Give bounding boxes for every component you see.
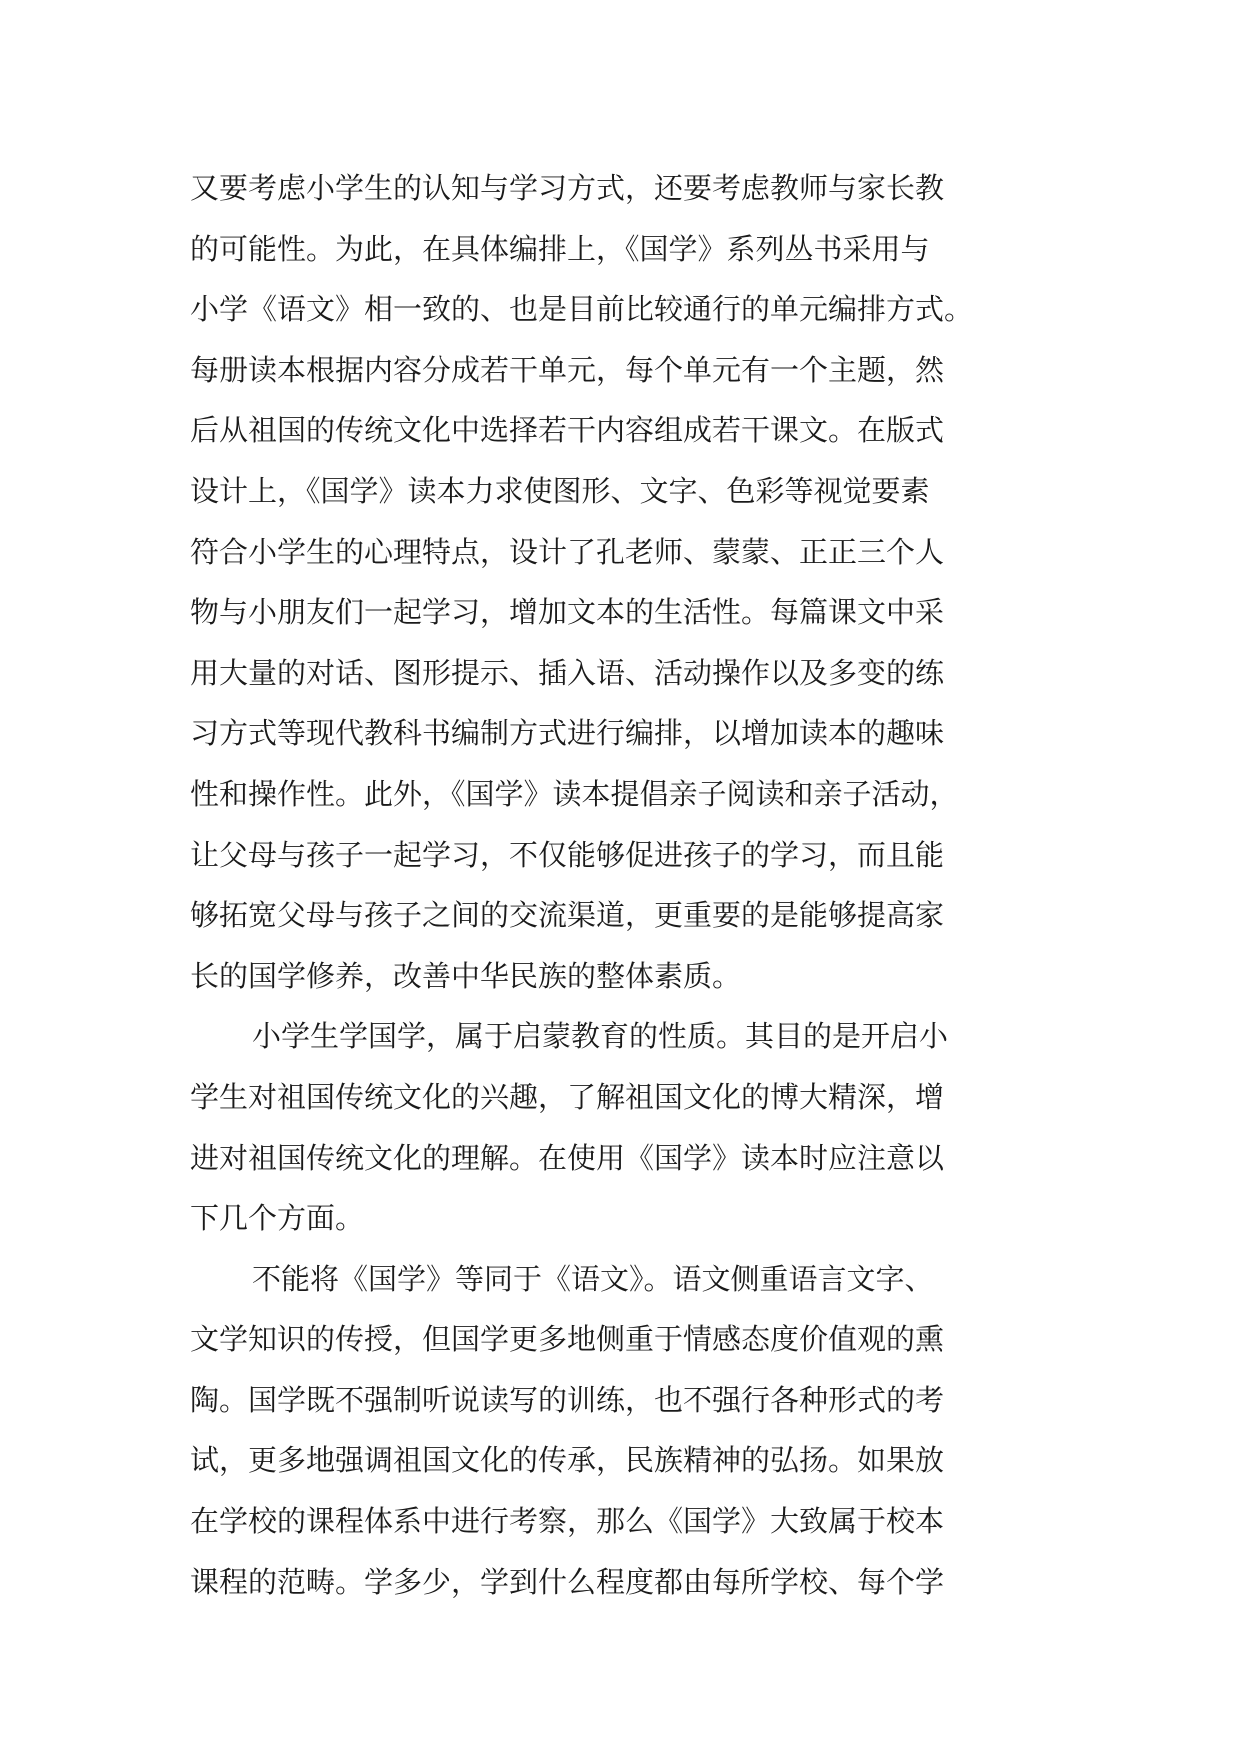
text-line: 陶。国学既不强制听说读写的训练，也不强行各种形式的考 (190, 1382, 945, 1417)
text-line: 文学知识的传授，但国学更多地侧重于情感态度价值观的熏 (190, 1322, 945, 1357)
text-line: 学生对祖国传统文化的兴趣，了解祖国文化的博大精深，增 (190, 1079, 945, 1114)
text-line: 下几个方面。 (190, 1201, 365, 1236)
text-line: 每册读本根据内容分成若干单元，每个单元有一个主题，然 (190, 352, 945, 387)
text-line: 让父母与孩子一起学习，不仅能够促进孩子的学习，而且能 (190, 837, 945, 872)
text-line: 设计上，《国学》读本力求使图形、文字、色彩等视觉要素 (190, 473, 930, 508)
text-line: 符合小学生的心理特点，设计了孔老师、蒙蒙、正正三个人 (190, 534, 945, 569)
paragraph-start-line: 不能将《国学》等同于《语文》。语文侧重语言文字、 (252, 1261, 934, 1296)
text-line: 课程的范畴。学多少，学到什么程度都由每所学校、每个学 (190, 1564, 945, 1599)
text-line: 在学校的课程体系中进行考察，那么《国学》大致属于校本 (190, 1504, 945, 1539)
text-line: 习方式等现代教科书编制方式进行编排，以增加读本的趣味 (190, 716, 945, 751)
text-line: 长的国学修养，改善中华民族的整体素质。 (190, 958, 742, 993)
text-line: 试，更多地强调祖国文化的传承，民族精神的弘扬。如果放 (190, 1443, 945, 1478)
text-line: 物与小朋友们一起学习，增加文本的生活性。每篇课文中采 (190, 595, 945, 630)
text-line: 够拓宽父母与孩子之间的交流渠道，更重要的是能够提高家 (190, 898, 945, 933)
body-text (190, 158, 1060, 1612)
text-line: 又要考虑小学生的认知与学习方式，还要考虑教师与家长教 (190, 171, 945, 205)
text-line: 后从祖国的传统文化中选择若干内容组成若干课文。在版式 (190, 413, 945, 448)
text-line: 性和操作性。此外，《国学》读本提倡亲子阅读和亲子活动， (190, 776, 959, 811)
text-line: 进对祖国传统文化的理解。在使用《国学》读本时应注意以 (190, 1140, 945, 1175)
paragraph-start-line: 小学生学国学，属于启蒙教育的性质。其目的是开启小 (252, 1019, 949, 1054)
text-line: 用大量的对话、图形提示、插入语、活动操作以及多变的练 (190, 655, 945, 690)
text-line: 小学《语文》相一致的、也是目前比较通行的单元编排方式。 (190, 292, 974, 327)
text-line: 的可能性。为此，在具体编排上，《国学》系列丛书采用与 (190, 231, 930, 266)
